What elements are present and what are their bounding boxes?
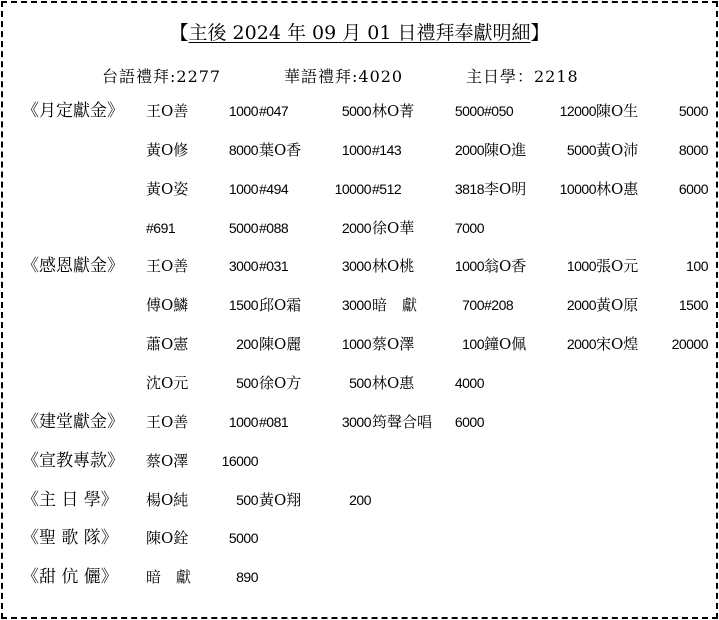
donation-amount: 1000 [228, 413, 258, 430]
offering-entry [146, 564, 258, 590]
donor-name: 鐘O佩 [484, 335, 527, 354]
donor-name: 沈O元 [146, 373, 189, 392]
donation-amount: 3000 [341, 413, 371, 430]
offering-entry [596, 137, 708, 163]
offering-entry [372, 409, 484, 435]
donor-name: #143 [372, 141, 402, 158]
donation-amount: 5000 [228, 219, 258, 236]
donor-name: 徐O方 [259, 373, 302, 392]
donor-name: 林O惠 [372, 373, 415, 392]
offering-entry [146, 370, 258, 396]
donation-amount: 1500 [678, 297, 708, 314]
attendance-taiwanese: 台語禮拜:2277 [102, 67, 222, 86]
offering-row [0, 331, 719, 369]
offering-entry [596, 98, 708, 124]
offering-entry [596, 331, 708, 357]
offering-entry [146, 98, 258, 124]
donation-amount: 100 [462, 336, 484, 353]
donation-amount: 1000 [228, 180, 258, 197]
donor-name: #031 [259, 258, 289, 275]
offering-row [0, 409, 719, 447]
donor-name: 暗 獻 [146, 568, 192, 587]
offering-row [0, 176, 719, 214]
donation-amount: 1000 [341, 141, 371, 158]
offering-row [0, 215, 719, 253]
donor-name: 邱O霜 [259, 296, 302, 315]
donation-amount: 500 [236, 491, 258, 508]
category-label: 《聖 歌 隊》 [22, 528, 118, 549]
offering-entry [372, 176, 484, 202]
donation-amount: 4000 [454, 374, 484, 391]
donor-name: 林O惠 [596, 179, 639, 198]
offering-row [0, 253, 719, 291]
offering-entry [259, 487, 371, 513]
donation-amount: 200 [236, 336, 258, 353]
offering-entry [372, 292, 484, 318]
offering-entry [372, 215, 484, 241]
offering-entry [146, 176, 258, 202]
donor-name: 蔡O澤 [146, 451, 189, 470]
attendance-summary [0, 64, 719, 90]
donation-amount: 5000 [341, 103, 371, 119]
donation-amount: 8000 [228, 141, 258, 158]
offering-entry [146, 292, 258, 318]
donor-name: 黃O姿 [146, 179, 189, 198]
offering-entry [259, 215, 371, 241]
page-title [0, 20, 719, 46]
title-open-bracket: 【 [169, 22, 189, 44]
offering-entry [146, 448, 258, 474]
offering-row [0, 98, 719, 136]
donation-amount: 1000 [228, 103, 258, 119]
donor-name: 暗 獻 [372, 296, 418, 315]
offering-row [0, 487, 719, 525]
donor-name: 蕭O憲 [146, 335, 189, 354]
donation-amount: 2000 [454, 141, 484, 158]
donor-name: 陳O麗 [259, 335, 302, 354]
category-label: 《主 日 學》 [22, 489, 118, 510]
donor-name: 王O善 [146, 257, 189, 276]
offering-entry [484, 137, 596, 163]
title-text: 主後 2024 年 09 月 01 日禮拜奉獻明細 [188, 22, 531, 44]
donor-name: 李O明 [484, 179, 527, 198]
offering-row [0, 448, 719, 486]
offering-entry [484, 331, 596, 357]
donor-name: #088 [259, 219, 289, 236]
offering-entry [146, 137, 258, 163]
donor-name: 王O善 [146, 102, 189, 120]
donor-name: 黃O修 [146, 140, 189, 159]
donation-amount: 12000 [559, 103, 596, 119]
donor-name: 傅O鱗 [146, 296, 189, 315]
donor-name: 黃O翔 [259, 490, 302, 509]
offering-entry [484, 176, 596, 202]
donor-name: 陳O銓 [146, 529, 189, 548]
offering-entry [372, 137, 484, 163]
offering-row [0, 564, 719, 602]
offering-entry [259, 137, 371, 163]
offering-entry [259, 292, 371, 318]
donation-amount: 2000 [566, 336, 596, 353]
offering-entry [146, 409, 258, 435]
donation-amount: 7000 [454, 219, 484, 236]
donation-amount: 8000 [678, 141, 708, 158]
donor-name: 王O善 [146, 412, 189, 431]
donation-amount: 2000 [341, 219, 371, 236]
donation-amount: 16000 [221, 452, 258, 469]
offering-row [0, 525, 719, 563]
offering-entry [484, 98, 596, 124]
offering-row [0, 137, 719, 175]
donation-amount: 6000 [454, 413, 484, 430]
donor-name: 蔡O澤 [372, 335, 415, 354]
offering-entry [259, 331, 371, 357]
offering-row [0, 292, 719, 330]
donor-name: 張O元 [596, 257, 639, 276]
donor-name: 徐O華 [372, 218, 415, 237]
donor-name: #081 [259, 413, 289, 430]
donor-name: #208 [484, 297, 514, 314]
offering-entry [146, 487, 258, 513]
offering-entry [372, 370, 484, 396]
donor-name: 筠聲合唱 [372, 412, 433, 431]
donation-amount: 6000 [678, 180, 708, 197]
offering-entry [259, 176, 371, 202]
donation-amount: 10000 [559, 180, 596, 197]
donation-amount: 3818 [454, 180, 484, 197]
donation-amount: 3000 [228, 258, 258, 275]
offering-entry [259, 409, 371, 435]
title-close-bracket: 】 [530, 22, 550, 44]
attendance-sunday-school: 主日學：2218 [466, 67, 579, 86]
offering-entry [596, 253, 708, 279]
donor-name: 葉O香 [259, 140, 302, 159]
donor-name: 林O桃 [372, 257, 415, 276]
offering-entry [146, 525, 258, 551]
donor-name: #050 [484, 103, 514, 119]
donor-name: #691 [146, 219, 176, 236]
donor-name: #494 [259, 180, 289, 197]
donor-name: 宋O煌 [596, 335, 639, 354]
donation-amount: 500 [349, 374, 371, 391]
donation-amount: 700 [462, 297, 484, 314]
category-label: 《感恩獻金》 [22, 256, 124, 277]
donation-amount: 500 [236, 374, 258, 391]
offering-entry [146, 331, 258, 357]
donation-amount: 10000 [334, 180, 371, 197]
offering-entry [372, 98, 484, 124]
category-label: 《建堂獻金》 [22, 411, 124, 432]
donor-name: #512 [372, 180, 402, 197]
offering-entry [146, 215, 258, 241]
donor-name: 陳O進 [484, 140, 527, 159]
donation-amount: 5000 [566, 141, 596, 158]
donation-amount: 1000 [341, 336, 371, 353]
donor-name: 楊O純 [146, 490, 189, 509]
donor-name: 林O菁 [372, 102, 415, 120]
donation-amount: 200 [349, 491, 371, 508]
donation-amount: 5000 [454, 103, 484, 119]
donation-amount: 5000 [228, 530, 258, 547]
donation-amount: 20000 [671, 336, 708, 353]
donation-amount: 3000 [341, 258, 371, 275]
category-label: 《月定獻金》 [22, 101, 124, 121]
offering-row [0, 370, 719, 408]
offering-entry [259, 370, 371, 396]
offering-entry [596, 292, 708, 318]
offering-entry [259, 253, 371, 279]
offering-entry [372, 331, 484, 357]
donation-amount: 1500 [228, 297, 258, 314]
offering-entry [596, 176, 708, 202]
donor-name: 黃O原 [596, 296, 639, 315]
category-label: 《宣教專款》 [22, 450, 124, 471]
offering-entry [372, 253, 484, 279]
donation-amount: 1000 [566, 258, 596, 275]
donor-name: 陳O生 [596, 102, 639, 120]
donor-name: #047 [259, 103, 289, 119]
attendance-mandarin: 華語禮拜:4020 [284, 67, 404, 86]
category-label: 《甜 伉 儷》 [22, 567, 118, 588]
offering-entry [484, 292, 596, 318]
donation-amount: 1000 [454, 258, 484, 275]
donor-name: 翁O香 [484, 257, 527, 276]
donor-name: 黃O沛 [596, 140, 639, 159]
donation-amount: 100 [686, 258, 708, 275]
offering-entry [259, 98, 371, 124]
offering-entry [146, 253, 258, 279]
donation-amount: 3000 [341, 297, 371, 314]
donation-amount: 5000 [678, 103, 708, 119]
donation-amount: 2000 [566, 297, 596, 314]
donation-amount: 890 [236, 569, 258, 586]
offering-entry [484, 253, 596, 279]
